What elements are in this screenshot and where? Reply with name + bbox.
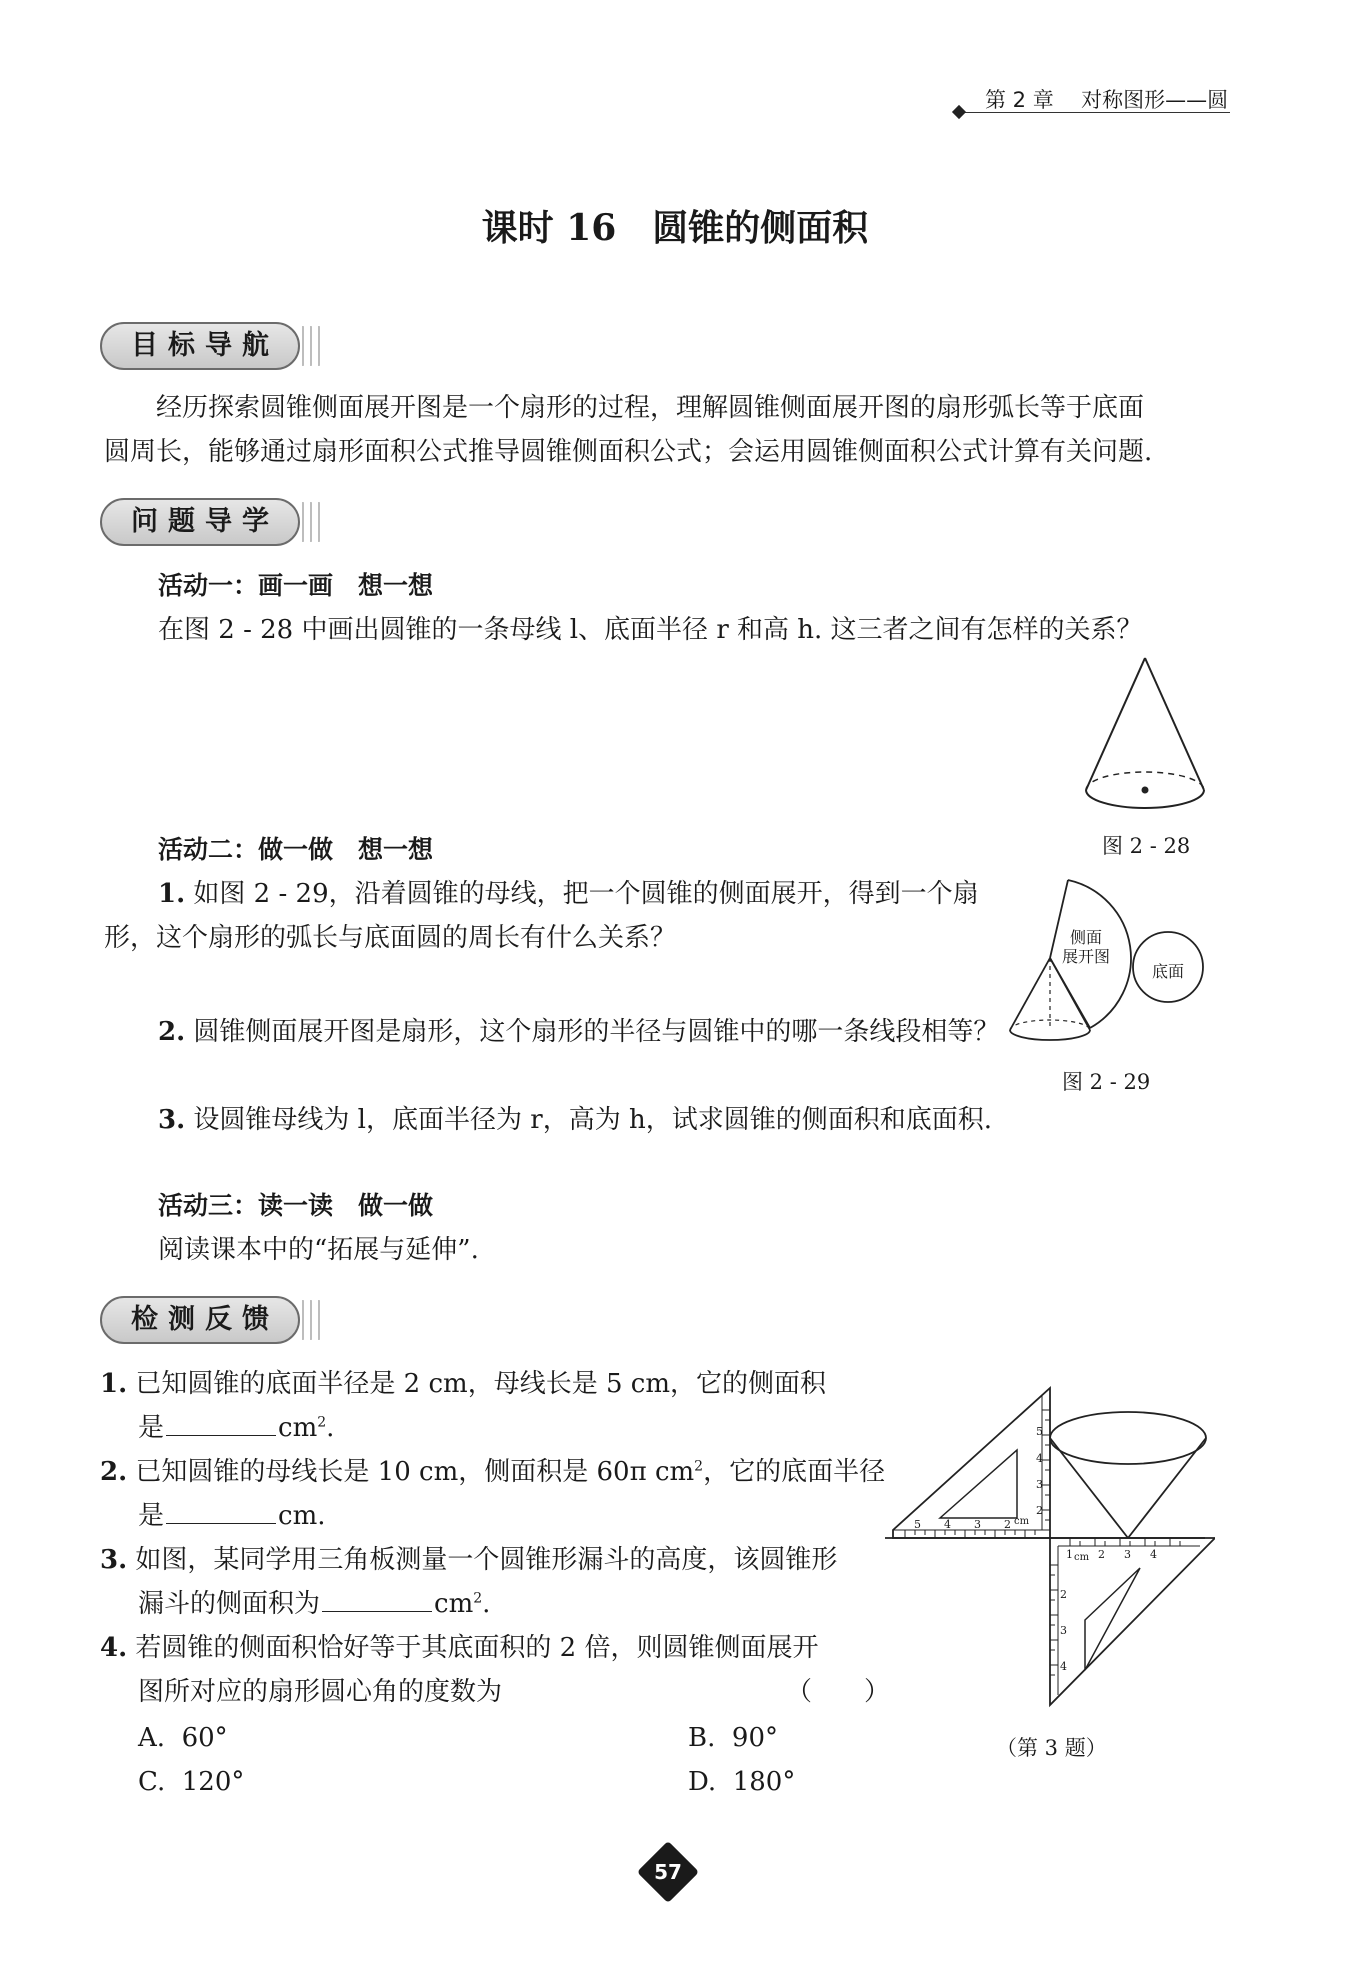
exercise-number: 3. [100,1545,128,1575]
superscript: 2 [473,1590,483,1607]
exercise-text: 是 [138,1501,165,1531]
ruler-label: 4 [1060,1660,1067,1673]
section-title-check: 检测反馈 [131,1304,279,1335]
exercise-text: 是 [138,1413,165,1443]
unit: cm. [278,1501,326,1531]
figure-caption-2-28: 图 2 - 28 [1102,834,1191,858]
unit: cm [434,1589,474,1619]
ruler-unit: cm [1014,1516,1030,1527]
option-d[interactable]: D. 180° [688,1767,796,1797]
activity2-question-2 [158,1010,999,1054]
ruler-label: 3 [974,1518,981,1531]
exercise-3-cont [138,1582,490,1626]
unit: cm [278,1413,318,1443]
goal-text-line-1: 经历探索圆锥侧面展开图是一个扇形的过程，理解圆锥侧面展开图的扇形弧长等于底面 [156,393,1145,423]
figure-caption-2-29: 图 2 - 29 [1062,1070,1151,1094]
activity3-title: 活动三：读一读 做一做 [158,1191,434,1220]
cone-figure-2-28 [1070,650,1220,820]
ruler-label: 2 [1004,1518,1011,1531]
exercise-text: ，它的底面半径 [703,1457,886,1487]
ruler-label: 2 [1060,1588,1067,1601]
exercise-number: 4. [100,1633,128,1663]
activity1-title: 活动一：画一画 想一想 [158,571,434,600]
activity2-question-3 [158,1098,992,1142]
chapter-header [985,84,1228,114]
ruler-label: 5 [1036,1425,1043,1438]
section-title-guide: 问题导学 [131,506,279,537]
ruler-label: 5 [914,1518,921,1531]
section-badge-check [100,1296,330,1344]
punct: . [482,1589,491,1619]
exercise-4 [100,1626,819,1670]
ruler-label: 2 [1098,1548,1105,1561]
ruler-label: 1 [1066,1548,1073,1561]
sector-label [1062,928,1110,966]
answer-blank[interactable] [322,1583,432,1612]
exercise-1 [100,1362,826,1406]
option-a[interactable]: A. 60° [138,1723,228,1753]
activity2-question-1-cont: 形，这个扇形的弧长与底面圆的周长有什么关系？ [104,923,677,953]
ruler-label: 3 [1124,1548,1131,1561]
ruler-label: 3 [1036,1478,1043,1491]
ruler-label: 3 [1060,1624,1067,1637]
section-title-goal: 目标导航 [131,330,279,361]
exercise-2 [100,1450,885,1494]
chapter-topic: 对称图形——圆 [1081,88,1229,112]
exercise-4-cont: 图所对应的扇形圆心角的度数为 [138,1677,503,1707]
section-badge-guide [100,498,330,546]
option-c[interactable]: C. 120° [138,1767,245,1797]
sector-label-line-2: 展开图 [1062,947,1111,966]
ruler-label: 4 [944,1518,951,1531]
answer-blank[interactable] [166,1495,276,1524]
question-text: 圆锥侧面展开图是扇形，这个扇形的半径与圆锥中的哪一条线段相等？ [193,1017,1000,1047]
option-b[interactable]: B. 90° [688,1723,778,1753]
exercise-3 [100,1538,837,1582]
exercise-number: 2. [100,1457,128,1487]
answer-blank[interactable] [166,1407,276,1436]
punct: . [326,1413,335,1443]
exercise-text: 若圆锥的侧面积恰好等于其底面积的 2 倍，则圆锥侧面展开 [135,1633,819,1663]
exercise-text: 已知圆锥的底面半径是 2 cm，母线长是 5 cm，它的侧面积 [135,1369,826,1399]
exercise-text: 漏斗的侧面积为 [138,1589,321,1619]
set-square-funnel-figure [885,1380,1215,1710]
sector-label-line-1: 侧面 [1070,928,1103,947]
page-number: 57 [654,1860,682,1884]
goal-text-line-2: 圆周长，能够通过扇形面积公式推导圆锥侧面积公式；会运用圆锥侧面积公式计算有关问题. [104,437,1153,467]
ruler-label: 4 [1036,1452,1043,1465]
page-title: 课时 16 圆锥的侧面积 [481,207,869,249]
superscript: 2 [317,1414,327,1431]
answer-parentheses[interactable]: （ ） [786,1677,891,1707]
question-number: 1. [158,879,186,909]
question-number: 3. [158,1105,186,1135]
question-number: 2. [158,1017,186,1047]
activity2-title: 活动二：做一做 想一想 [158,835,434,864]
ruler-label: 4 [1150,1548,1157,1561]
question-text: 设圆锥母线为 l，底面半径为 r，高为 h，试求圆锥的侧面积和底面积. [193,1105,992,1135]
base-label: 底面 [1152,962,1185,981]
exercise-2-cont [138,1494,326,1538]
question-text: 如图 2 - 29，沿着圆锥的母线，把一个圆锥的侧面展开，得到一个扇 [193,879,979,909]
header-diamond-icon [952,105,966,119]
ruler-label: 2 [1036,1504,1043,1517]
exercise-1-cont [138,1406,334,1450]
figure-caption-exercise-3: （第 3 题） [996,1736,1107,1760]
activity3-text: 阅读课本中的“拓展与延伸”. [158,1235,479,1265]
section-badge-goal [100,322,330,370]
exercise-text: 如图，某同学用三角板测量一个圆锥形漏斗的高度，该圆锥形 [135,1545,838,1575]
ruler-unit: cm [1074,1552,1090,1563]
header-rule [962,112,1230,113]
superscript: 2 [694,1458,704,1475]
exercise-number: 1. [100,1369,128,1399]
exercise-text: 已知圆锥的母线长是 10 cm，侧面积是 60π cm [135,1457,695,1487]
activity1-text: 在图 2 - 28 中画出圆锥的一条母线 l、底面半径 r 和高 h. 这三者之间有怎样的关系？ [158,615,1143,645]
activity2-question-1 [158,872,979,916]
chapter-number: 第 2 章 [985,88,1054,112]
